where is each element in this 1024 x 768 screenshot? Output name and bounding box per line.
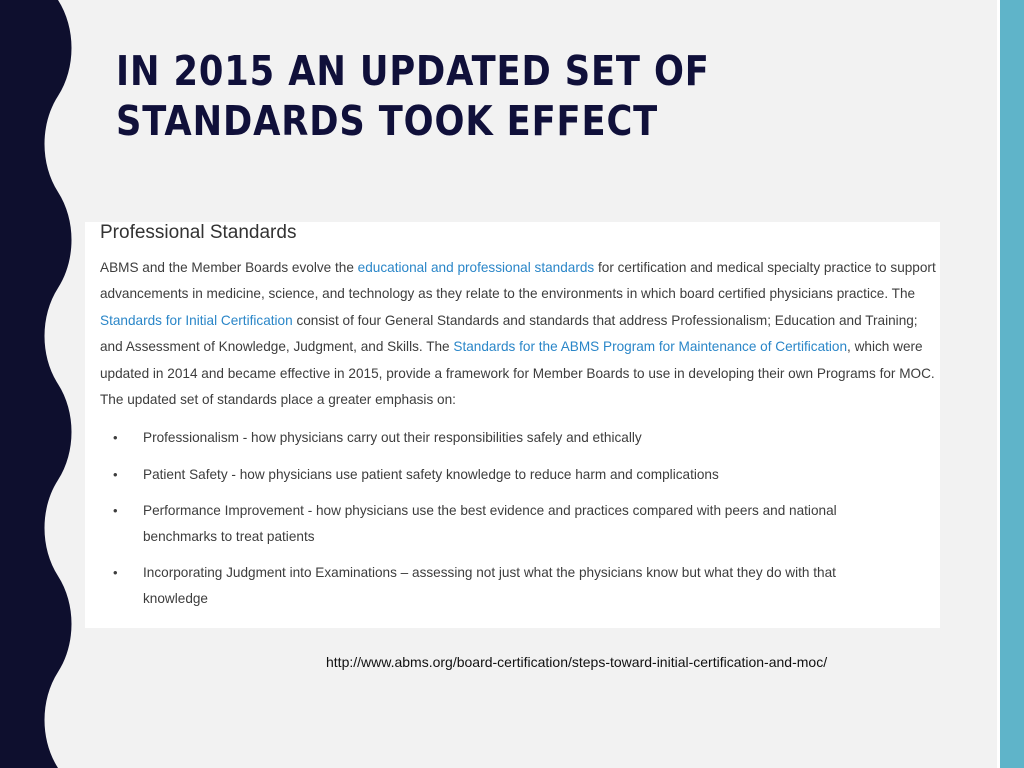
link-educational-standards[interactable]: educational and professional standards xyxy=(357,260,595,275)
bullet-icon: • xyxy=(113,430,118,446)
para-text-1: ABMS and the Member Boards evolve the xyxy=(100,260,358,275)
list-item-text: Professionalism - how physicians carry out their responsibilities safely and ethically xyxy=(143,430,642,446)
list-item-text: Patient Safety - how physicians use patient safety knowledge to reduce harm and complications xyxy=(143,466,719,482)
excerpt-paragraph xyxy=(100,255,936,413)
list-item xyxy=(100,498,900,549)
right-accent-bar xyxy=(1000,0,1024,768)
link-moc-standards[interactable]: Standards for the ABMS Program for Maintenance of Certification xyxy=(453,339,848,355)
bullet-icon: • xyxy=(113,565,118,581)
link-initial-certification-standards[interactable]: Standards for Initial Certification xyxy=(100,312,293,328)
para-text-2: for certification and medical specialty practice to support advancements in medicine, science, and technology as they relate to the environments in which board certified physicians practice. The xyxy=(100,260,936,302)
emphasis-list xyxy=(100,425,900,611)
list-item-text: Performance Improvement - how physicians use the best evidence and practices compared with peers and national benchmarks to treat patients xyxy=(143,503,837,544)
list-item-text: Incorporating Judgment into Examinations – assessing not just what the physicians know but what they do with that knowledge xyxy=(143,565,836,606)
bullet-icon: • xyxy=(113,466,118,482)
source-url: http://www.abms.org/board-certification/steps-toward-initial-certification-and-moc/ xyxy=(326,654,828,670)
excerpt-heading: Professional Standards xyxy=(100,222,297,243)
left-wave-decoration xyxy=(0,0,80,768)
bullet-icon: • xyxy=(113,503,118,519)
list-item xyxy=(100,425,900,451)
para-text-3: consist of four General Standards and standards that address Professionalism; Education and Training; and Assessment of Knowledge, Judgment, and Skills. The xyxy=(100,312,918,355)
para-text-4: , which were updated in 2014 and became effective in 2015, provide a framework for Member Boards to use in developing their own Programs for MOC. The updated set of standards place a greater emphasis on: xyxy=(100,339,935,408)
list-item xyxy=(100,462,900,488)
slide-title: IN 2015 AN UPDATED SET OF STANDARDS TOOK EFFECT xyxy=(116,47,710,145)
excerpt-box xyxy=(85,222,940,628)
list-item xyxy=(100,560,900,611)
